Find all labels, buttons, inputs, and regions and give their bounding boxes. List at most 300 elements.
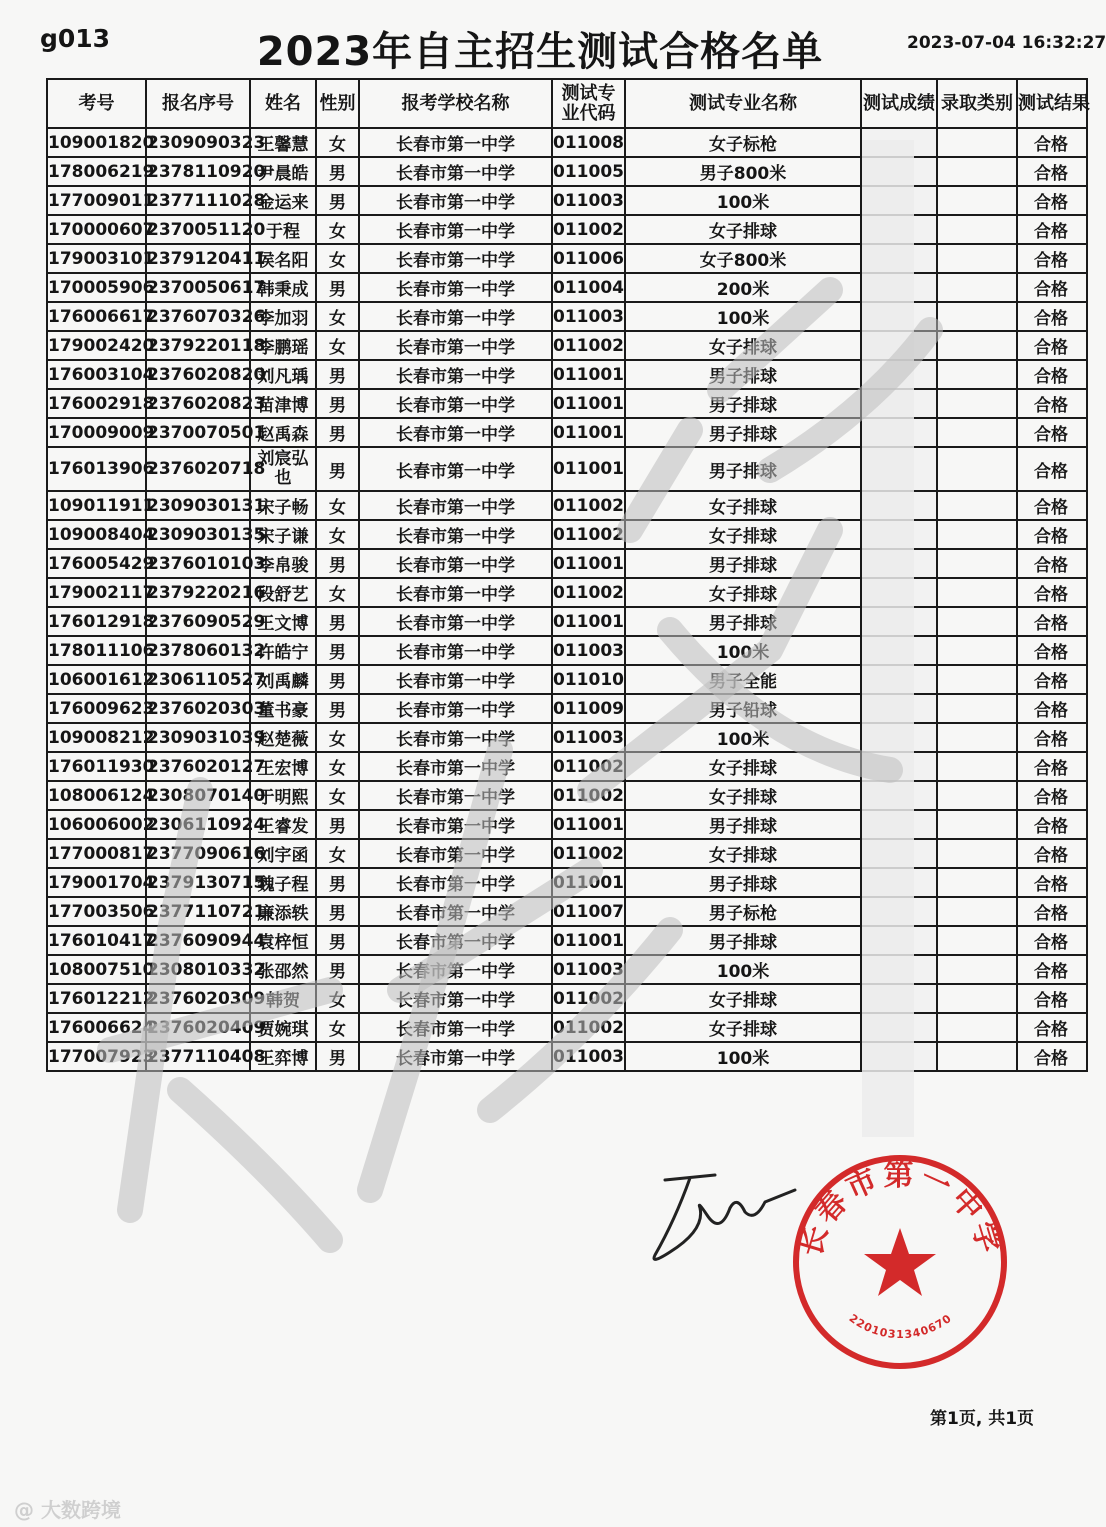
major-code-cell: 011002 [552,839,625,868]
registration-no-cell: 2309030135 [146,520,250,549]
school-cell: 长春市第一中学 [359,926,552,955]
registration-no-cell: 2377111028 [146,186,250,215]
school-cell: 长春市第一中学 [359,520,552,549]
page-number: 第1页, 共1页 [930,1409,1035,1429]
exam-no-cell: 170009009 [47,418,146,447]
result-cell: 合格 [1017,636,1087,665]
admission-type-cell [937,244,1017,273]
exam-no-cell: 176005429 [47,549,146,578]
result-cell: 合格 [1017,215,1087,244]
admission-type-cell [937,549,1017,578]
major-code-cell: 011004 [552,273,625,302]
result-cell: 合格 [1017,157,1087,186]
registration-no-cell: 2370070501 [146,418,250,447]
major-code-cell: 011001 [552,418,625,447]
table-row [47,781,1087,810]
gender-cell: 男 [316,665,359,694]
name-cell: 尹晨皓 [250,157,316,186]
gender-cell: 男 [316,868,359,897]
exam-no-cell: 179002117 [47,578,146,607]
result-cell: 合格 [1017,752,1087,781]
exam-no-cell: 178006219 [47,157,146,186]
school-cell: 长春市第一中学 [359,607,552,636]
admission-type-cell [937,665,1017,694]
major-name-cell: 男子排球 [625,810,861,839]
major-name-cell: 女子排球 [625,491,861,520]
major-code-cell: 011003 [552,636,625,665]
svg-text:2201031340670: 2201031340670 [846,1311,955,1342]
admission-type-cell [937,984,1017,1013]
school-cell: 长春市第一中学 [359,839,552,868]
name-cell: 张邵然 [250,955,316,984]
school-cell: 长春市第一中学 [359,389,552,418]
major-name-cell: 100米 [625,186,861,215]
admission-type-cell [937,157,1017,186]
svg-text:长春市第一中学: 长春市第一中学 [793,1158,1008,1261]
school-cell: 长春市第一中学 [359,1042,552,1071]
name-cell: 魏子程 [250,868,316,897]
table-row [47,926,1087,955]
table-row [47,1042,1087,1071]
exam-no-cell: 176006617 [47,302,146,331]
major-code-cell: 011002 [552,215,625,244]
registration-no-cell: 2379120411 [146,244,250,273]
major-code-cell: 011002 [552,331,625,360]
major-code-cell: 011001 [552,447,625,491]
gender-cell: 男 [316,273,359,302]
col-header-registration-no: 报名序号 [146,79,250,128]
school-cell: 长春市第一中学 [359,128,552,157]
admission-type-cell [937,578,1017,607]
major-name-cell: 女子排球 [625,984,861,1013]
name-cell: 侯名阳 [250,244,316,273]
table-body [47,128,1087,1071]
major-name-cell: 女子排球 [625,839,861,868]
page-id: g013 [40,24,111,53]
school-cell: 长春市第一中学 [359,1013,552,1042]
major-name-cell: 女子排球 [625,578,861,607]
table-row [47,723,1087,752]
name-cell: 宋子谦 [250,520,316,549]
school-cell: 长春市第一中学 [359,215,552,244]
table-row [47,331,1087,360]
major-code-cell: 011001 [552,926,625,955]
table-header-row [47,79,1087,128]
exam-no-cell: 176010417 [47,926,146,955]
name-cell: 宋子畅 [250,491,316,520]
gender-cell: 男 [316,636,359,665]
gender-cell: 男 [316,186,359,215]
major-code-cell: 011002 [552,781,625,810]
school-cell: 长春市第一中学 [359,810,552,839]
major-name-cell: 女子排球 [625,781,861,810]
admission-type-cell [937,389,1017,418]
col-header-result: 测试结果 [1017,79,1087,128]
school-cell: 长春市第一中学 [359,868,552,897]
registration-no-cell: 2370051120 [146,215,250,244]
results-table-container [46,78,1090,1072]
result-cell: 合格 [1017,331,1087,360]
result-cell: 合格 [1017,810,1087,839]
registration-no-cell: 2309030131 [146,491,250,520]
admission-type-cell [937,955,1017,984]
result-cell: 合格 [1017,839,1087,868]
major-name-cell: 男子800米 [625,157,861,186]
table-row [47,665,1087,694]
major-code-cell: 011002 [552,520,625,549]
major-code-cell: 011002 [552,491,625,520]
registration-no-cell: 2308070140 [146,781,250,810]
exam-no-cell: 177003506 [47,897,146,926]
registration-no-cell: 2308010332 [146,955,250,984]
table-row [47,389,1087,418]
registration-no-cell: 2376070326 [146,302,250,331]
major-name-cell: 100米 [625,955,861,984]
school-cell: 长春市第一中学 [359,578,552,607]
name-cell: 王宏博 [250,752,316,781]
gender-cell: 男 [316,926,359,955]
exam-no-cell: 179001704 [47,868,146,897]
major-code-cell: 011005 [552,157,625,186]
table-row [47,128,1087,157]
major-name-cell: 男子铅球 [625,694,861,723]
table-row [47,1013,1087,1042]
result-cell: 合格 [1017,694,1087,723]
gender-cell: 男 [316,389,359,418]
registration-no-cell: 2370050617 [146,273,250,302]
admission-type-cell [937,186,1017,215]
gender-cell: 女 [316,302,359,331]
name-cell: 王文博 [250,607,316,636]
exam-no-cell: 177007923 [47,1042,146,1071]
admission-type-cell [937,520,1017,549]
table-row [47,549,1087,578]
gender-cell: 女 [316,128,359,157]
name-cell: 赵禹森 [250,418,316,447]
result-cell: 合格 [1017,360,1087,389]
exam-no-cell: 179002420 [47,331,146,360]
school-cell: 长春市第一中学 [359,723,552,752]
col-header-admission-type: 录取类别 [937,79,1017,128]
table-row [47,839,1087,868]
gender-cell: 男 [316,810,359,839]
result-cell: 合格 [1017,491,1087,520]
major-name-cell: 100米 [625,723,861,752]
exam-no-cell: 176009623 [47,694,146,723]
exam-no-cell: 176006624 [47,1013,146,1042]
result-cell: 合格 [1017,520,1087,549]
major-code-cell: 011009 [552,694,625,723]
table-row [47,447,1087,491]
table-row [47,810,1087,839]
result-cell: 合格 [1017,302,1087,331]
name-cell: 刘宇函 [250,839,316,868]
name-cell: 李加羽 [250,302,316,331]
school-cell: 长春市第一中学 [359,447,552,491]
name-cell: 于明熙 [250,781,316,810]
school-cell: 长春市第一中学 [359,157,552,186]
registration-no-cell: 2378060132 [146,636,250,665]
result-cell: 合格 [1017,868,1087,897]
gender-cell: 男 [316,418,359,447]
name-cell: 苗津博 [250,389,316,418]
exam-no-cell: 109011911 [47,491,146,520]
admission-type-cell [937,273,1017,302]
major-name-cell: 女子排球 [625,520,861,549]
table-row [47,955,1087,984]
result-cell: 合格 [1017,186,1087,215]
seal-star-icon [864,1228,936,1296]
registration-no-cell: 2376020303 [146,694,250,723]
name-cell: 王睿发 [250,810,316,839]
registration-no-cell: 2376020309 [146,984,250,1013]
major-code-cell: 011001 [552,868,625,897]
gender-cell: 男 [316,360,359,389]
major-code-cell: 011003 [552,186,625,215]
registration-no-cell: 2376020127 [146,752,250,781]
admission-type-cell [937,781,1017,810]
exam-no-cell: 108007510 [47,955,146,984]
exam-no-cell: 109008212 [47,723,146,752]
major-name-cell: 女子排球 [625,1013,861,1042]
table-row [47,868,1087,897]
major-code-cell: 011001 [552,360,625,389]
registration-no-cell: 2376020409 [146,1013,250,1042]
registration-no-cell: 2379130715 [146,868,250,897]
school-cell: 长春市第一中学 [359,636,552,665]
school-cell: 长春市第一中学 [359,331,552,360]
registration-no-cell: 2379220118 [146,331,250,360]
admission-type-cell [937,447,1017,491]
major-code-cell: 011003 [552,1042,625,1071]
table-row [47,273,1087,302]
name-cell: 王弈博 [250,1042,316,1071]
name-cell: 金运来 [250,186,316,215]
school-cell: 长春市第一中学 [359,491,552,520]
gender-cell: 女 [316,215,359,244]
registration-no-cell: 2379220216 [146,578,250,607]
major-name-cell: 女子标枪 [625,128,861,157]
admission-type-cell [937,897,1017,926]
exam-no-cell: 109001820 [47,128,146,157]
table-row [47,984,1087,1013]
exam-no-cell: 176011930 [47,752,146,781]
gender-cell: 男 [316,1042,359,1071]
brand-watermark: @ 大数跨境 [14,1498,121,1522]
major-code-cell: 011001 [552,389,625,418]
major-name-cell: 男子全能 [625,665,861,694]
result-cell: 合格 [1017,607,1087,636]
major-code-cell: 011001 [552,549,625,578]
exam-no-cell: 108006124 [47,781,146,810]
registration-no-cell: 2306110527 [146,665,250,694]
gender-cell: 女 [316,244,359,273]
exam-no-cell: 176013906 [47,447,146,491]
major-code-cell: 011006 [552,244,625,273]
exam-no-cell: 170000607 [47,215,146,244]
registration-no-cell: 2377110408 [146,1042,250,1071]
major-code-cell: 011002 [552,752,625,781]
name-cell: 赵楚薇 [250,723,316,752]
school-cell: 长春市第一中学 [359,694,552,723]
registration-no-cell: 2376020823 [146,389,250,418]
result-cell: 合格 [1017,984,1087,1013]
gender-cell: 男 [316,549,359,578]
handwritten-signature [645,1160,805,1270]
registration-no-cell: 2376020718 [146,447,250,491]
major-name-cell: 200米 [625,273,861,302]
major-code-cell: 011003 [552,302,625,331]
result-cell: 合格 [1017,389,1087,418]
col-header-school: 报考学校名称 [359,79,552,128]
exam-no-cell: 109008404 [47,520,146,549]
admission-type-cell [937,694,1017,723]
registration-no-cell: 2376090529 [146,607,250,636]
admission-type-cell [937,491,1017,520]
table-row [47,752,1087,781]
admission-type-cell [937,1013,1017,1042]
name-cell: 袁梓恒 [250,926,316,955]
registration-no-cell: 2377110721 [146,897,250,926]
major-name-cell: 男子排球 [625,447,861,491]
admission-type-cell [937,868,1017,897]
major-code-cell: 011002 [552,1013,625,1042]
school-cell: 长春市第一中学 [359,549,552,578]
admission-type-cell [937,810,1017,839]
school-cell: 长春市第一中学 [359,752,552,781]
major-name-cell: 100米 [625,302,861,331]
major-code-cell: 011003 [552,723,625,752]
gender-cell: 男 [316,157,359,186]
name-cell: 段舒艺 [250,578,316,607]
school-cell: 长春市第一中学 [359,665,552,694]
registration-no-cell: 2376090944 [146,926,250,955]
major-name-cell: 男子排球 [625,868,861,897]
admission-type-cell [937,360,1017,389]
page-title: 2023年自主招生测试合格名单 [256,29,824,75]
result-cell: 合格 [1017,578,1087,607]
table-row [47,491,1087,520]
major-name-cell: 男子排球 [625,418,861,447]
col-header-major-name: 测试专业名称 [625,79,861,128]
name-cell: 刘禹麟 [250,665,316,694]
school-cell: 长春市第一中学 [359,897,552,926]
col-header-name: 姓名 [250,79,316,128]
gender-cell: 女 [316,839,359,868]
result-cell: 合格 [1017,723,1087,752]
admission-type-cell [937,418,1017,447]
school-cell: 长春市第一中学 [359,273,552,302]
registration-no-cell: 2377090616 [146,839,250,868]
admission-type-cell [937,302,1017,331]
table-row [47,578,1087,607]
result-cell: 合格 [1017,1013,1087,1042]
exam-no-cell: 106006002 [47,810,146,839]
gender-cell: 女 [316,331,359,360]
major-name-cell: 男子排球 [625,360,861,389]
name-cell: 刘宸弘也 [250,447,316,491]
admission-type-cell [937,926,1017,955]
name-cell: 韩贺 [250,984,316,1013]
admission-type-cell [937,215,1017,244]
major-name-cell: 男子排球 [625,549,861,578]
name-cell: 于程 [250,215,316,244]
exam-no-cell: 170005906 [47,273,146,302]
result-cell: 合格 [1017,926,1087,955]
table-row [47,215,1087,244]
result-cell: 合格 [1017,897,1087,926]
major-name-cell: 男子排球 [625,389,861,418]
table-row [47,157,1087,186]
major-name-cell: 男子标枪 [625,897,861,926]
name-cell: 李帛骏 [250,549,316,578]
redacted-scores-blur [862,140,914,1137]
school-cell: 长春市第一中学 [359,302,552,331]
major-name-cell: 女子排球 [625,752,861,781]
registration-no-cell: 2306110924 [146,810,250,839]
table-row [47,244,1087,273]
table-row [47,186,1087,215]
name-cell: 韩秉成 [250,273,316,302]
name-cell: 王馨慧 [250,128,316,157]
exam-no-cell: 176012212 [47,984,146,1013]
registration-no-cell: 2378110920 [146,157,250,186]
col-header-exam-no: 考号 [47,79,146,128]
major-name-cell: 100米 [625,636,861,665]
admission-type-cell [937,752,1017,781]
school-cell: 长春市第一中学 [359,955,552,984]
gender-cell: 女 [316,578,359,607]
table-row [47,360,1087,389]
major-code-cell: 011001 [552,607,625,636]
gender-cell: 女 [316,752,359,781]
name-cell: 刘凡瑀 [250,360,316,389]
admission-type-cell [937,839,1017,868]
result-cell: 合格 [1017,273,1087,302]
admission-type-cell [937,723,1017,752]
school-cell: 长春市第一中学 [359,360,552,389]
major-code-cell: 011003 [552,955,625,984]
result-cell: 合格 [1017,447,1087,491]
major-code-cell: 011001 [552,810,625,839]
col-header-score: 测试成绩 [861,79,937,128]
major-name-cell: 女子800米 [625,244,861,273]
table-row [47,418,1087,447]
gender-cell: 女 [316,984,359,1013]
admission-type-cell [937,607,1017,636]
school-cell: 长春市第一中学 [359,984,552,1013]
gender-cell: 男 [316,897,359,926]
gender-cell: 女 [316,520,359,549]
major-code-cell: 011008 [552,128,625,157]
name-cell: 贾婉琪 [250,1013,316,1042]
table-row [47,636,1087,665]
major-name-cell: 男子排球 [625,926,861,955]
table-row [47,302,1087,331]
gender-cell: 女 [316,781,359,810]
gender-cell: 男 [316,447,359,491]
admission-type-cell [937,331,1017,360]
major-name-cell: 男子排球 [625,607,861,636]
result-cell: 合格 [1017,549,1087,578]
gender-cell: 女 [316,723,359,752]
admission-type-cell [937,636,1017,665]
major-code-cell: 011007 [552,897,625,926]
major-name-cell: 100米 [625,1042,861,1071]
name-cell: 李鹏瑶 [250,331,316,360]
major-name-cell: 女子排球 [625,331,861,360]
gender-cell: 女 [316,1013,359,1042]
